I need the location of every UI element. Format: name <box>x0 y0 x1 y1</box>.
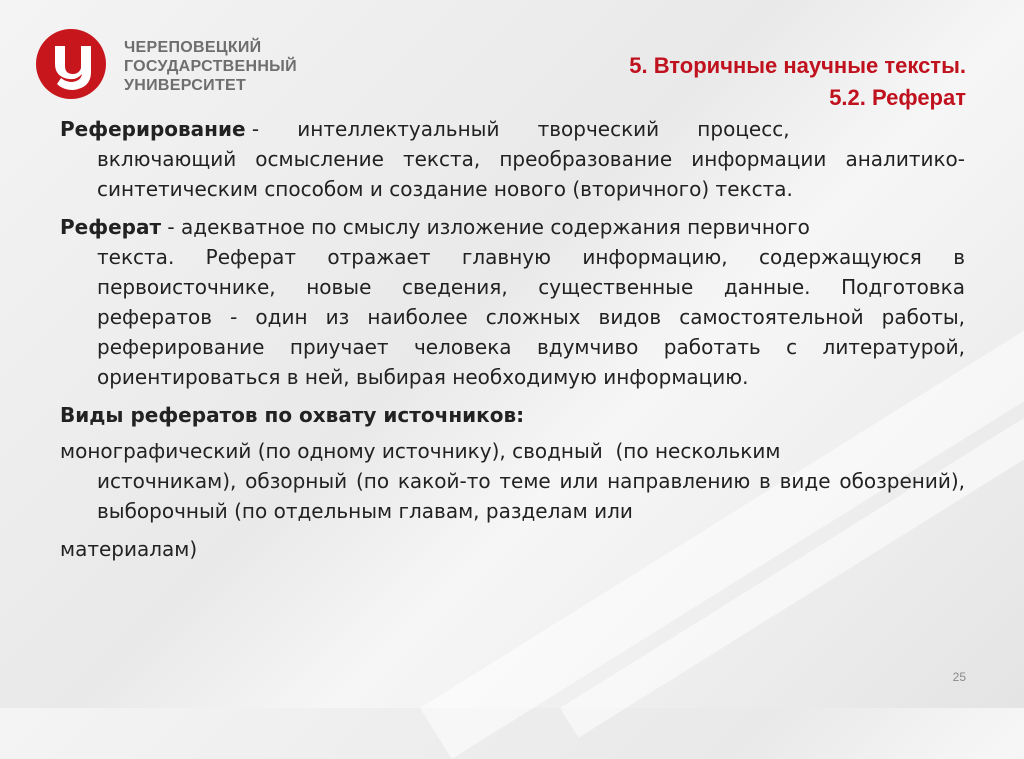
types-continuation: источникам), обзорный (по какой-то теме или направлению в виде обозрений), выборочный (по отдельным главам, разделам или <box>97 469 965 523</box>
types-list <box>60 436 965 526</box>
term-referirovanie: Реферирование <box>60 117 246 141</box>
slide-title-line-1: 5. Вторичные научные тексты. <box>629 53 966 78</box>
types-last-line: материалам) <box>60 537 198 561</box>
university-logo-icon <box>35 28 107 100</box>
definition-first-line: - адекватное по смыслу изложение содержания первичного <box>161 215 810 239</box>
university-name-line: УНИВЕРСИТЕТ <box>124 77 247 94</box>
slide-title <box>629 50 966 114</box>
types-first-line: монографический (по одному источнику), сводный (по нескольким <box>60 439 781 463</box>
definition-referirovanie <box>60 114 965 204</box>
slide-content <box>60 114 965 572</box>
page-number: 25 <box>952 670 966 684</box>
university-name-line: ЧЕРЕПОВЕЦКИЙ <box>124 39 262 56</box>
slide-title-line-2: 5.2. Реферат <box>829 85 966 110</box>
definition-first-line: - интеллектуальный творческий процесс, <box>245 117 790 141</box>
types-heading: Виды рефератов по охвату источников: <box>60 403 525 427</box>
definition-referat <box>60 212 965 392</box>
university-name-line: ГОСУДАРСТВЕННЫЙ <box>124 58 297 75</box>
definition-continuation: текста. Реферат отражает главную информацию, содержащуюся в первоисточнике, новые сведения, существенные данные. Подготовка рефератов - один из наиболее сложных видов самостоятельной работы, реферирование приучает человека вдумчиво работать с литературой, ориентироваться в ней, выбирая необходимую информацию. <box>97 245 965 389</box>
definition-continuation: включающий осмысление текста, преобразование информации аналитико-синтетическим способом и создание нового (вторичного) текста. <box>97 147 965 201</box>
university-name <box>124 38 297 95</box>
term-referat: Реферат <box>60 215 162 239</box>
